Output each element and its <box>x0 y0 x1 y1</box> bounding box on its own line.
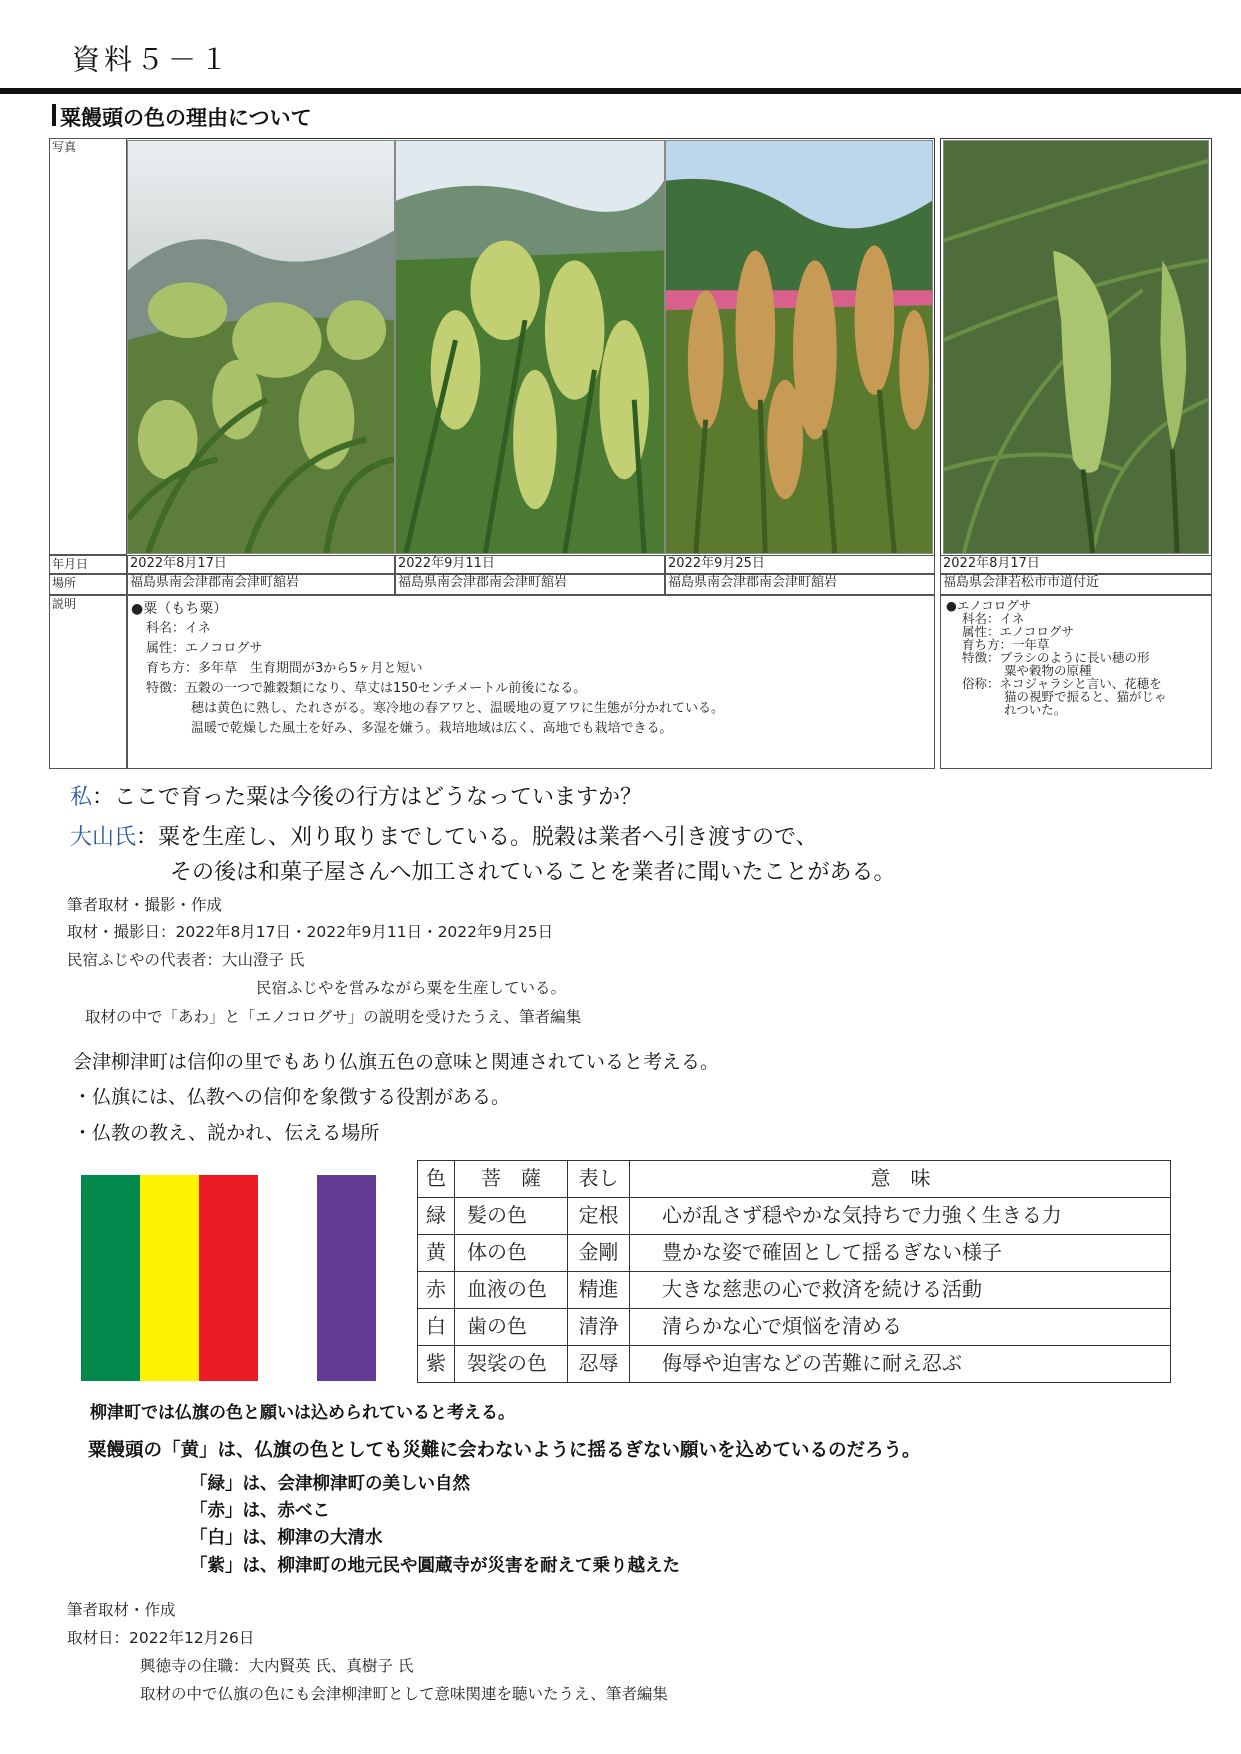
cell-meaning: 心が乱さず穏やかな気持ちで力強く生きる力 <box>662 1203 1062 1227</box>
flag-stripe-red <box>199 1175 258 1381</box>
foxtail-nickname-2: 猫の視野で振ると、猫がじゃ <box>1004 689 1167 704</box>
meaning-row <box>418 1197 1171 1235</box>
photo-2-place: 福島県南会津郡南会津町舘岩 <box>395 574 665 595</box>
meaning-row <box>418 1271 1171 1309</box>
cell-represent: 精進 <box>568 1271 630 1308</box>
row-label-photo: 写真 <box>49 138 127 555</box>
cell-meaning: 豊かな姿で確固として揺るぎない様子 <box>662 1240 1002 1264</box>
foxtail-heading: ●エノコログサ <box>946 598 1032 613</box>
cell-color: 赤 <box>418 1271 455 1308</box>
dialog-me <box>70 780 642 811</box>
awa-heading: ●粟（もち粟） <box>131 601 228 617</box>
note2-line1: 筆者取材・作成 <box>67 1601 176 1619</box>
meaning-row <box>418 1234 1171 1272</box>
foxtail-family: 科名：イネ <box>962 611 1025 626</box>
photo-2-date: 2022年9月11日 <box>395 555 665 574</box>
cell-meaning: 大きな慈悲の心で救済を続ける活動 <box>662 1277 982 1301</box>
millet-photo-2 <box>395 140 665 554</box>
foxtail-date: 2022年8月17日 <box>940 555 1212 574</box>
cell-color: 白 <box>418 1308 455 1345</box>
cell-represent: 金剛 <box>568 1234 630 1271</box>
photo-3-place: 福島県南会津郡南会津町舘岩 <box>665 574 935 595</box>
conclusion-line4: 「赤」は、赤べこ <box>190 1501 330 1521</box>
foxtail-place: 福島県会津若松市市道付近 <box>940 574 1212 595</box>
awa-genus: 属性：エノコログサ <box>146 641 263 656</box>
document-label: 資料５－１ <box>72 43 233 76</box>
cell-bosatsu: 歯の色 <box>455 1308 568 1345</box>
cell-bosatsu: 体の色 <box>455 1234 568 1271</box>
dialog-oyama <box>70 820 818 851</box>
foxtail-photo <box>943 140 1209 554</box>
cell-color: 紫 <box>418 1345 455 1382</box>
row-label-desc: 説明 <box>49 595 127 769</box>
foxtail-features: 特徴：ブラシのように長い穂の形 <box>962 650 1150 665</box>
oyama-answer-1: ：粟を生産し、刈り取りまでしている。脱穀は業者へ引き渡すので、 <box>136 825 818 850</box>
conclusion-line1: 柳津町では仏旗の色と願いは込められていると考える。 <box>90 1403 515 1423</box>
awa-description-text <box>131 599 921 739</box>
photo-1-date: 2022年8月17日 <box>127 555 395 574</box>
note2-line3: 興徳寺の住職：大内賢英 氏、真樹子 氏 <box>140 1657 414 1675</box>
speaker-me: 私 <box>70 785 93 810</box>
body-line1: 会津柳津町は信仰の里でもあり仏旗五色の意味と関連されていると考える。 <box>73 1051 720 1073</box>
cell-meaning: 清らかな心で煩悩を清める <box>662 1314 902 1338</box>
awa-features-3: 温暖で乾燥した風土を好み、多湿を嫌う。栽培地域は広く、高地でも栽培できる。 <box>191 721 673 736</box>
body-line2: ・仏旗には、仏教への信仰を象徴する役割がある。 <box>73 1086 511 1108</box>
conclusion-line5: 「白」は、柳津の大清水 <box>190 1528 383 1548</box>
cell-bosatsu: 袈裟の色 <box>455 1345 568 1382</box>
header-rule <box>0 88 1241 94</box>
cell-meaning: 侮辱や迫害などの苦難に耐え忍ぶ <box>662 1351 962 1375</box>
awa-family: 科名：イネ <box>146 621 211 636</box>
th-bosatsu: 菩 薩 <box>455 1160 568 1197</box>
cell-color: 黄 <box>418 1234 455 1271</box>
conclusion-line2: 粟饅頭の「黄」は、仏旗の色としても災難に会わないように揺るぎない願いを込めているのだろう。 <box>88 1440 921 1461</box>
flag-stripe-white <box>258 1175 317 1381</box>
row-label-date: 年月日 <box>49 555 127 574</box>
note2-line4: 取材の中で仏旗の色にも会津柳津町として意味関連を聴いたうえ、筆者編集 <box>140 1685 668 1703</box>
conclusion-line6: 「紫」は、柳津町の地元民や圓蔵寺が災害を耐えて乗り越えた <box>190 1556 680 1576</box>
foxtail-features-2: 粟や穀物の原種 <box>1004 663 1092 678</box>
photo-3-date: 2022年9月25日 <box>665 555 935 574</box>
note1-line1: 筆者取材・撮影・作成 <box>67 896 223 914</box>
me-question: ：ここで育った粟は今後の行方はどうなっていますか？ <box>92 785 643 810</box>
body-line3: ・仏教の教え、説かれ、伝える場所 <box>73 1122 380 1144</box>
foxtail-genus: 属性：エノコログサ <box>962 624 1074 639</box>
th-color: 色 <box>418 1160 455 1197</box>
speaker-oyama: 大山氏 <box>70 825 137 850</box>
note1-line3: 民宿ふじやの代表者：大山澄子 氏 <box>67 951 305 969</box>
conclusion-line3: 「緑」は、会津柳津町の美しい自然 <box>190 1474 470 1494</box>
flag-stripe-purple <box>317 1175 376 1381</box>
note1-line2: 取材・撮影日：2022年8月17日・2022年9月11日・2022年9月25日 <box>67 923 554 941</box>
th-represent: 表し <box>568 1160 630 1197</box>
oyama-answer-2: その後は和菓子屋さんへ加工されていることを業者に聞いたことがある。 <box>170 860 896 885</box>
awa-features-2: 穂は黄色に熟し、たれさがる。寒冷地の春アワと、温暖地の夏アワに生態が分かれている。 <box>191 701 725 716</box>
millet-photo-1 <box>127 140 395 554</box>
photo-1-place: 福島県南会津郡南会津町舘岩 <box>127 574 395 595</box>
cell-represent: 忍辱 <box>568 1345 630 1382</box>
note2-line2: 取材日：2022年12月26日 <box>67 1629 255 1647</box>
cell-color: 緑 <box>418 1197 455 1234</box>
cell-represent: 清浄 <box>568 1308 630 1345</box>
meaning-row <box>418 1308 1171 1346</box>
awa-growth: 育ち方：多年草 生育期間が3から5ヶ月と短い <box>146 661 423 676</box>
flag-stripe-yellow <box>140 1175 199 1381</box>
section-title: 粟饅頭の色の理由について <box>60 106 312 130</box>
foxtail-nickname-3: れついた。 <box>1004 702 1067 717</box>
row-label-place: 場所 <box>49 574 127 595</box>
cell-bosatsu: 髪の色 <box>455 1197 568 1234</box>
foxtail-description-text <box>946 599 1206 716</box>
foxtail-nickname: 俗称：ネコジャラシと言い、花穂を <box>962 676 1162 691</box>
millet-photo-3 <box>665 140 933 554</box>
flag-stripe-green <box>81 1175 140 1381</box>
note1-line4: 民宿ふじやを営みながら粟を生産している。 <box>256 979 567 997</box>
cell-bosatsu: 血液の色 <box>455 1271 568 1308</box>
cell-represent: 定根 <box>568 1197 630 1234</box>
note1-line5: 取材の中で「あわ」と「エノコログサ」の説明を受けたうえ、筆者編集 <box>85 1008 582 1026</box>
meaning-row <box>418 1345 1171 1382</box>
foxtail-growth: 育ち方：一年草 <box>962 637 1050 652</box>
awa-features: 特徴：五穀の一つで雑穀類になり、草丈は150センチメートル前後になる。 <box>146 681 587 696</box>
meaning-table-header <box>418 1160 1171 1198</box>
th-meaning: 意 味 <box>870 1166 931 1190</box>
